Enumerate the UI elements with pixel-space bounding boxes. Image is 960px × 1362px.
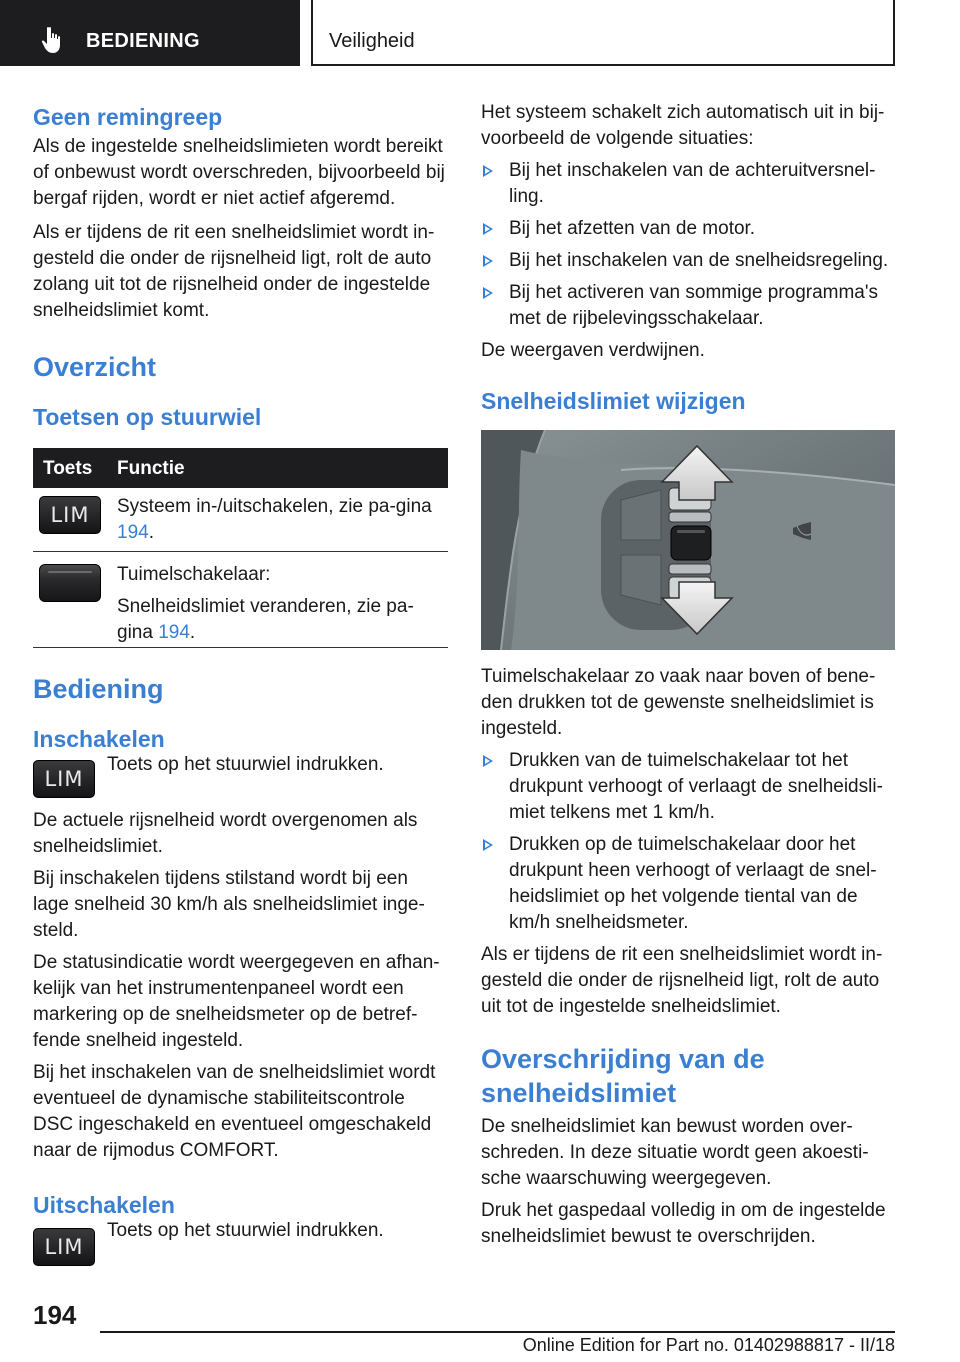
paragraph: Als de ingestelde snelheidslimieten wordt bereikt of onbewust wordt overschreden, bijvoorbeeld bij bergaf rijden, wordt er niet actief afgeremd. [33,136,445,209]
heading-uitschakelen: Uitschakelen [33,1192,175,1218]
bullet-list [481,158,895,332]
column-header-toets: Toets [43,458,93,479]
footer-edition: Online Edition for Part no. 01402988817 - II/18 [522,1335,895,1355]
heading-inschakelen: Inschakelen [33,726,165,752]
paragraph: Toets op het stuurwiel indrukken. [107,1220,384,1241]
list-item: Bij het activeren van sommige programma's met de rijbelevingsschakelaar. [481,280,895,332]
rocker-switch-icon [39,564,101,602]
subsection-box [311,0,895,66]
heading-bediening: Bediening [33,674,164,704]
page-number: 194 [33,1300,77,1330]
list-item: Drukken van de tuimelschakelaar tot het drukpunt verhoogt of verlaagt de snelheidsli-miet telkens met 1 km/h. [481,748,895,826]
keys-table [33,448,448,648]
table-row [33,488,448,552]
heading-snelheidslimiet-wijzigen: Snelheidslimiet wijzigen [481,388,746,414]
paragraph: Bij inschakelen tijdens stilstand wordt bij een lage snelheid 30 km/h als snelheidslimiet inge-steld. [33,868,425,941]
triangle-bullet-icon [483,223,493,235]
section-tab [0,0,300,66]
paragraph: Tuimelschakelaar zo vaak naar boven of bene-den drukken tot de gewenste snelheidslimiet is ingesteld. [481,666,876,739]
paragraph: Toets op het stuurwiel indrukken. [107,754,384,775]
paragraph: Druk het gaspedaal volledig in om de ingestelde snelheidslimiet bewust te overschrijden. [481,1200,886,1247]
steering-wheel-rocker-illustration [481,430,895,650]
lim-button-icon: LIM [33,760,95,798]
lim-button-icon: LIM [39,496,101,534]
triangle-bullet-icon [483,165,493,177]
footer-rule [100,1331,895,1333]
list-item: Drukken op de tuimelschakelaar door het drukpunt heen verhoogt of verlaagt de snel-heidslimiet op het volgende tiental van de km/h snelheidsmeter. [481,832,895,936]
paragraph: Het systeem schakelt zich automatisch uit in bij-voorbeeld de volgende situaties: [481,102,885,149]
triangle-bullet-icon [483,287,493,299]
right-column [481,100,895,1250]
table-header [33,448,448,488]
page-link[interactable]: 194 [117,522,149,543]
paragraph: Als er tijdens de rit een snelheidslimiet wordt in-gesteld die onder de rijsnelheid ligt, rolt de auto zolang uit tot de rijsnelheid onder de ingestelde snelheidslimiet komt. [33,222,435,321]
paragraph: De actuele rijsnelheid wordt overgenomen als snelheidslimiet. [33,810,418,857]
list-item: Bij het inschakelen van de achteruitversnel-ling. [481,158,895,210]
heading-overzicht: Overzicht [33,352,157,382]
list-item: Bij het afzetten van de motor. [481,216,895,242]
paragraph: Als er tijdens de rit een snelheidslimiet wordt in-gesteld die onder de rijsnelheid ligt, rolt de auto uit tot de ingestelde snelheidslimiet. [481,944,883,1017]
triangle-bullet-icon [483,839,493,851]
table-cell: Systeem in-/uitschakelen, zie pa-gina 194. [117,496,432,543]
heading-overschrijding: Overschrijding van de snelheidslimiet [481,1044,765,1108]
left-column [33,100,448,432]
page-header [0,0,960,66]
table-row [33,552,448,648]
page-link[interactable]: 194 [158,622,190,643]
table-cell: Snelheidslimiet veranderen, zie pa-gina 194. [117,596,414,643]
section-tab-label: BEDIENING [86,30,200,52]
paragraph: De statusindicatie wordt weergegeven en afhan-kelijk van het instrumentenpaneel wordt een markering op de snelheidsmeter op de betref-fende snelheid ingesteld. [33,952,440,1051]
subsection-label: Veiligheid [329,30,415,52]
paragraph: De weergaven verdwijnen. [481,340,705,361]
paragraph: Bij het inschakelen van de snelheidslimiet wordt eventueel de dynamische stabiliteitscontrole DSC ingeschakeld en eventueel omgeschakeld naar de rijmodus COMFORT. [33,1062,436,1161]
triangle-bullet-icon [483,755,493,767]
lim-button-icon: LIM [33,1228,95,1266]
list-item: Bij het inschakelen van de snelheidsregeling. [481,248,895,274]
paragraph: De snelheidslimiet kan bewust worden over-schreden. In deze situatie wordt geen akoesti-sche waarschuwing weergegeven. [481,1116,869,1189]
hand-pointer-icon [40,26,66,54]
table-cell: Tuimelschakelaar: [117,564,271,585]
heading-geen-remingreep: Geen remingreep [33,104,223,130]
heading-toetsen-op-stuurwiel: Toetsen op stuurwiel [33,404,262,430]
bullet-list [481,748,895,936]
left-column-lower [33,672,448,1270]
triangle-bullet-icon [483,255,493,267]
column-header-functie: Functie [117,458,185,479]
